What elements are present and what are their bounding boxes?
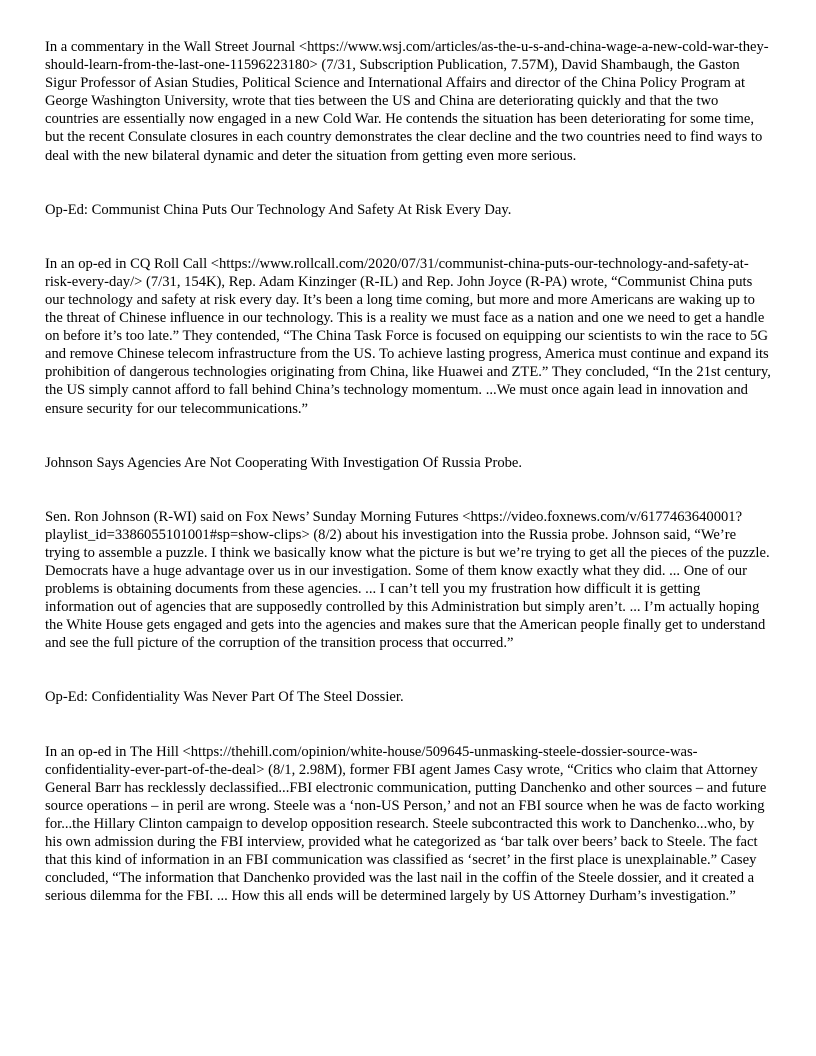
document-page	[45, 38, 771, 905]
article-headline: Op-Ed: Communist China Puts Our Technology And Safety At Risk Every Day.	[45, 201, 512, 218]
article-headline: Op-Ed: Confidentiality Was Never Part Of The Steel Dossier.	[45, 689, 404, 706]
article-body: Sen. Ron Johnson (R-WI) said on Fox News’ Sunday Morning Futures <https://video.foxnews.com/v/6177463640001?playlist_id=3386055101001#sp=show-clips> (8/2) about his investigation into the Russia probe. Johnson said, “We’re trying to assemble a puzzle. I think we basically know what the picture is but we’re trying to get all the pieces of the puzzle. Democrats have a huge advantage over us in our investigation. Some of them know exactly what they did. ... One of our problems is obtaining documents from these agencies. ... I can’t tell you my frustration how difficult it is getting information out of agencies that are supposedly controlled by this Administration but simply aren’t. ... I’m actually hoping the White House gets engaged and gets into the agencies and makes sure that the American people finally get to understand and see the full picture of the corruption of the transition process that occurred.”	[45, 508, 770, 652]
article-body: In a commentary in the Wall Street Journal <https://www.wsj.com/articles/as-the-u-s-and-china-wage-a-new-cold-war-they-should-learn-from-the-last-one-11596223180> (7/31, Subscription Publication, 7.57M), David Shambaugh, the Gaston Sigur Professor of Asian Studies, Political Science and International Affairs and director of the China Policy Program at George Washington University, wrote that ties between the US and China are deteriorating quickly and that the two countries are essentially now engaged in a new Cold War. He contends the situation has been deteriorating for some time, but the recent Consulate closures in each country demonstrates the clear decline and the two countries need to find ways to deal with the new bilateral dynamic and deter the situation from getting even more serious.	[45, 39, 769, 164]
article-headline: Johnson Says Agencies Are Not Cooperating With Investigation Of Russia Probe.	[45, 454, 523, 471]
article-body: In an op-ed in CQ Roll Call <https://www.rollcall.com/2020/07/31/communist-china-puts-our-technology-and-safety-at-risk-every-day/> (7/31, 154K), Rep. Adam Kinzinger (R-IL) and Rep. John Joyce (R-PA) wrote, “Communist China puts our technology and safety at risk every day. It’s been a long time coming, but more and more Americans are waking up to the threat of Chinese influence in our technology. This is a reality we must face as a nation and one we need to get a handle on before it’s too late.” They contended, “The China Task Force is focused on equipping our scientists to win the race to 5G and remove Chinese telecom infrastructure from the US. To achieve lasting progress, America must continue and expand its prohibition of dangerous technologies originating from China, like Huawei and ZTE.” They concluded, “In the 21st century, the US simply cannot afford to fall behind China’s technology momentum. ...We must once again lead in innovation and ensure security for our telecommunications.”	[45, 255, 771, 417]
article-body: In an op-ed in The Hill <https://thehill.com/opinion/white-house/509645-unmasking-steele-dossier-source-was-confidentiality-ever-part-of-the-deal> (8/1, 2.98M), former FBI agent James Casy wrote, “Critics who claim that Attorney General Barr has recklessly declassified...FBI electronic communication, putting Danchenko and other sources – and future source operations – in peril are wrong. Steele was a ‘non-US Person,’ and not an FBI source when he was de facto working for...the Hillary Clinton campaign to develop opposition research. Steele subcontracted this work to Danchenko...who, by his own admission during the FBI interview, provided what he categorized as ‘bar talk over beers’ back to Steele. The fact that this kind of information in an FBI communication was classified as ‘secret’ in the first place is unexplainable.” Casey concluded, “The information that Danchenko provided was the last nail in the coffin of the Steele dossier, and it created a serious dilemma for the FBI. ... How this all ends will be determined largely by US Attorney Durham’s investigation.”	[45, 743, 767, 905]
